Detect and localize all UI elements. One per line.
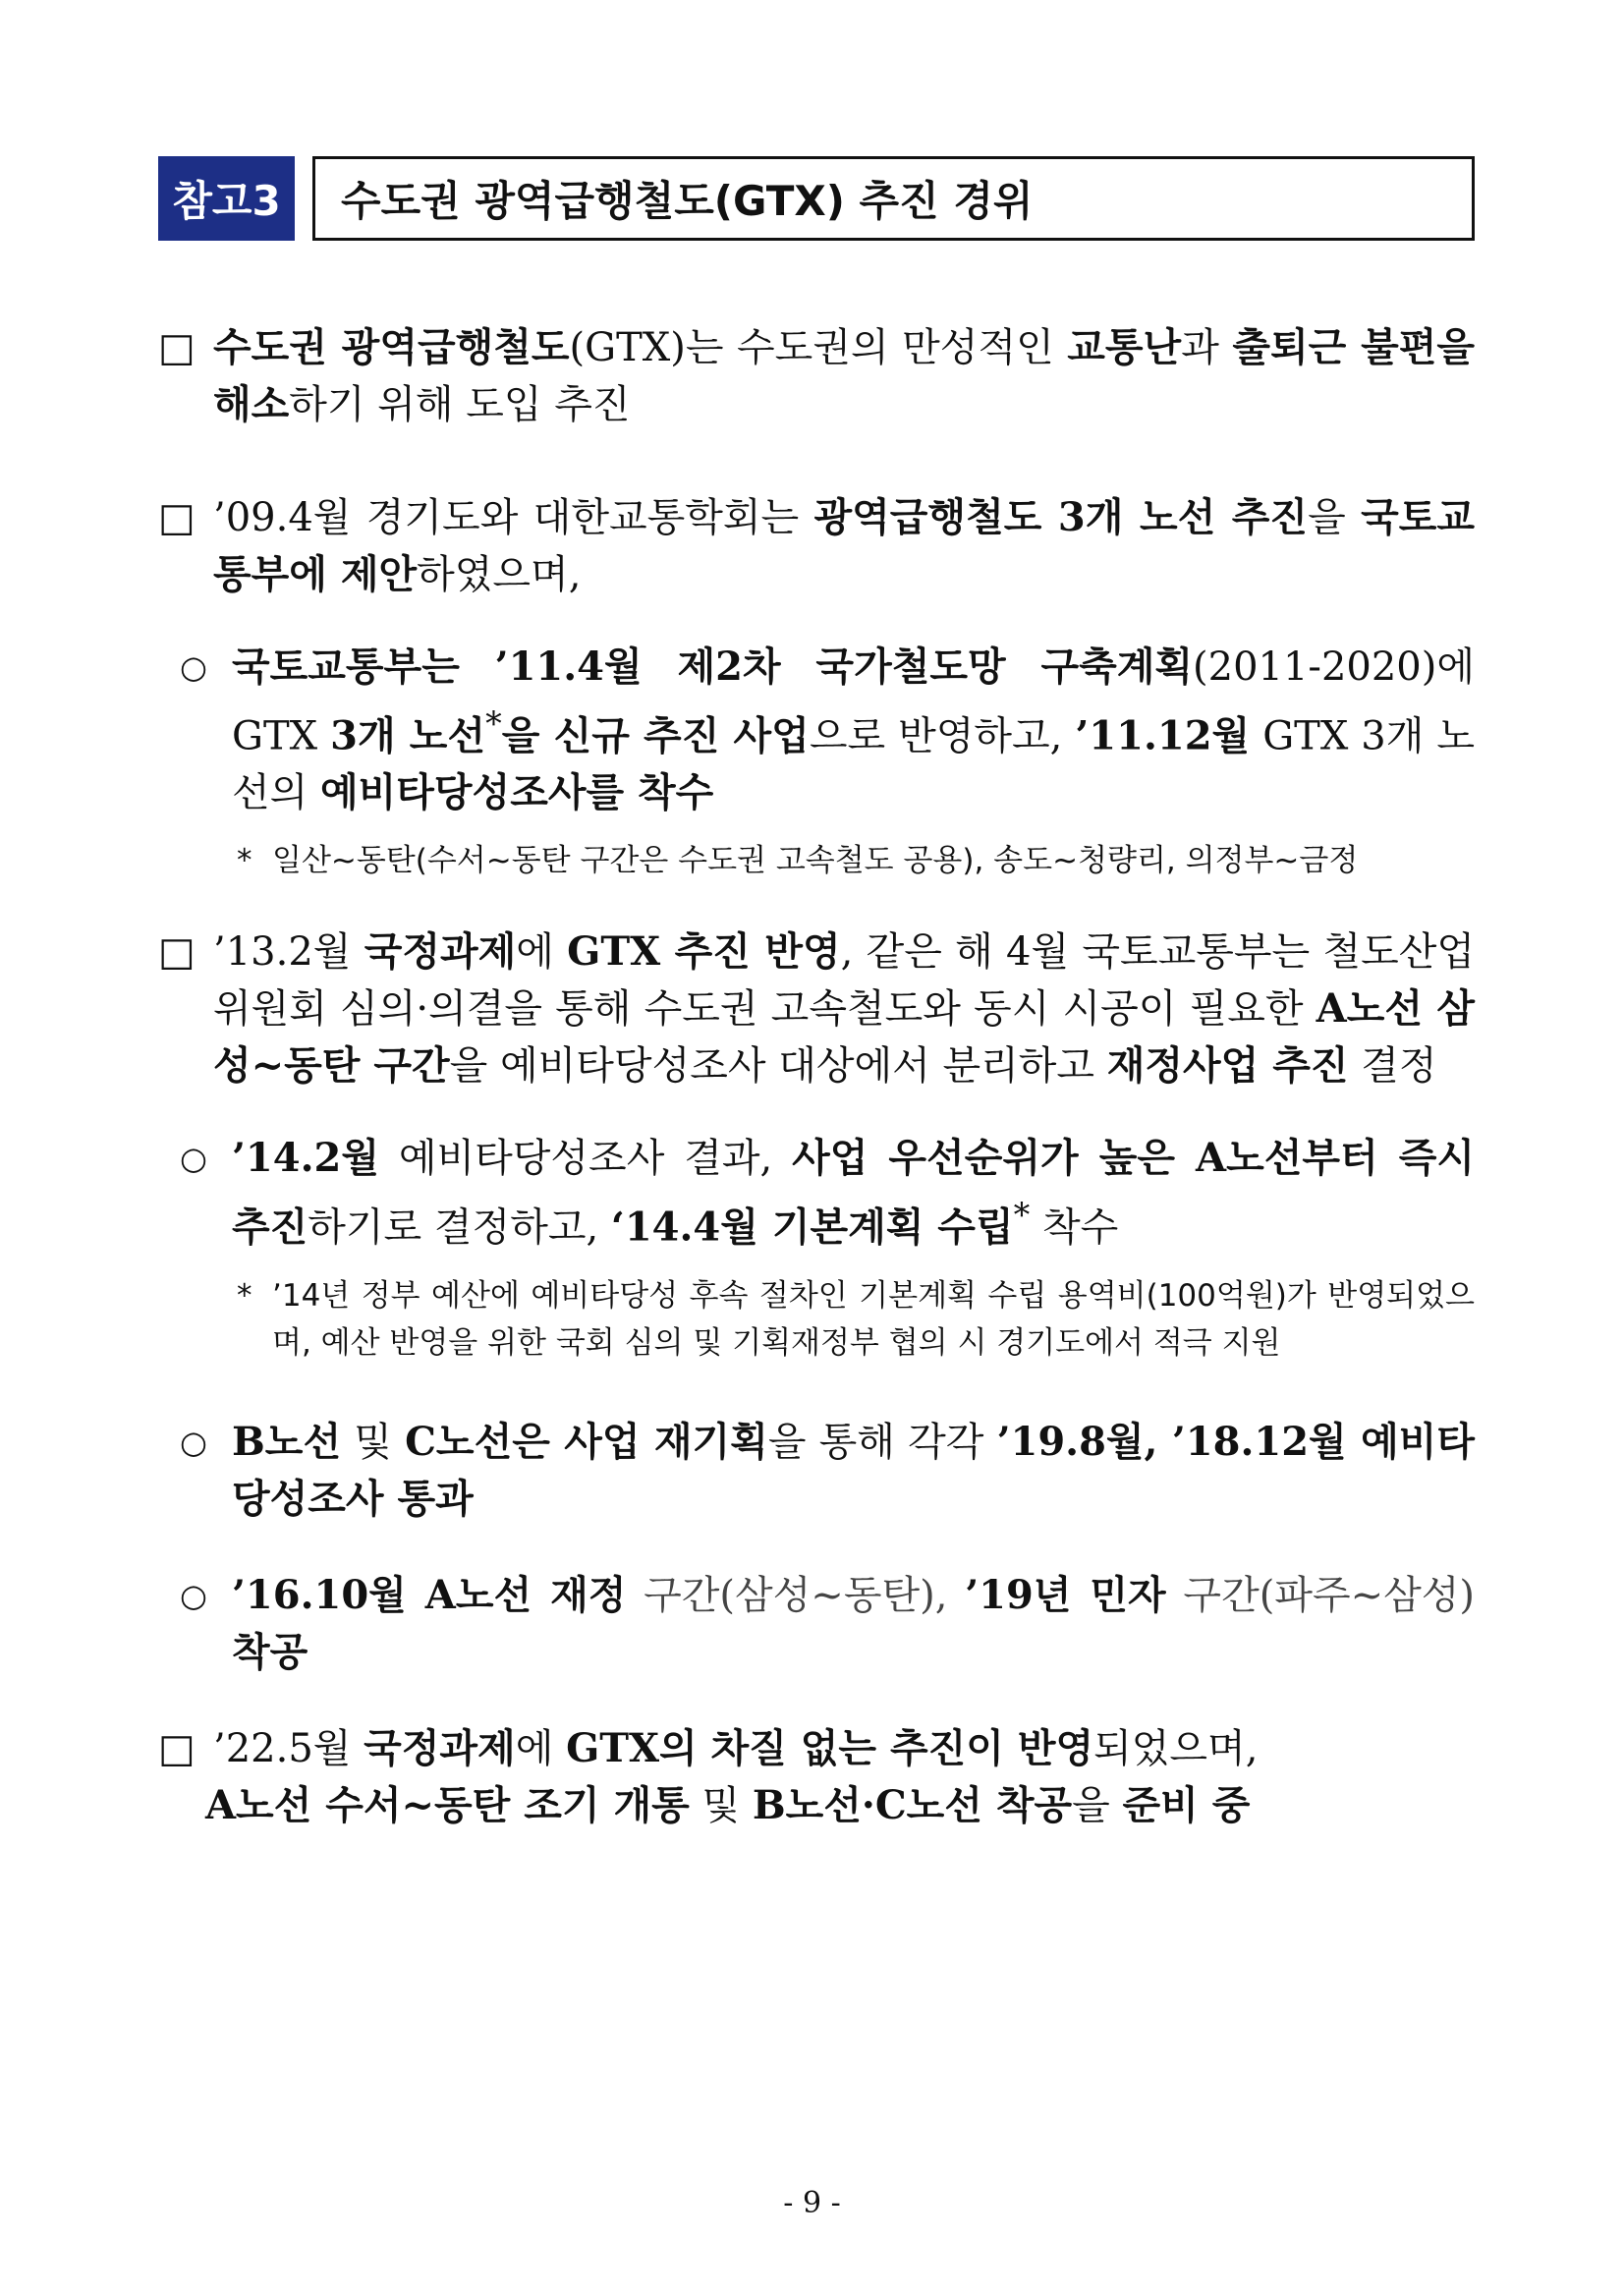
footnote-mark: * — [485, 704, 502, 743]
section-title: 수도권 광역급행철도(GTX) 추진 경위 — [312, 156, 1475, 241]
bullet-item-2009-proposal — [158, 489, 1475, 603]
square-bullet-icon: □ — [158, 929, 196, 976]
sub-item-text: ’14.2월 예비타당성조사 결과, 사업 우선순위가 높은 A노선부터 즉시 추진하기로 결정하고, ‘14.4월 기본계획 수립* 착수 — [232, 1135, 1475, 1251]
section-header — [158, 156, 1475, 241]
footnote-budget — [158, 1272, 1475, 1367]
circle-bullet-icon: ○ — [180, 648, 207, 686]
bullet-line: ’22.5월 국정과제에 GTX의 차질 없는 추진이 반영되었으며, — [213, 1724, 1259, 1771]
sub-item-text: ’16.10월 A노선 재정 구간(삼성~동탄), ’19년 민자 구간(파주~삼성) 착공 — [232, 1571, 1475, 1675]
document-body — [158, 319, 1475, 1834]
square-bullet-icon: □ — [158, 495, 196, 540]
footnote-mark: * — [1013, 1196, 1031, 1235]
bullet-text — [205, 1720, 1475, 1834]
asterisk-icon: * — [237, 843, 252, 879]
reference-badge: 참고3 — [158, 156, 295, 241]
square-bullet-icon: □ — [158, 1725, 196, 1771]
circle-bullet-icon: ○ — [180, 1423, 207, 1461]
sub-item-national-rail-plan — [158, 639, 1475, 821]
bullet-line: A노선 수서~동탄 조기 개통 및 B노선·C노선 착공을 준비 중 — [205, 1781, 1251, 1828]
page-number: - 9 - — [783, 2186, 841, 2220]
bullet-item-gtx-purpose — [158, 319, 1475, 433]
footnote-text: ’14년 정부 예산에 예비타당성 후속 절차인 기본계획 수립 용역비(100억원)가 반영되었으며, 예산 반영을 위한 국회 심의 및 기획재정부 협의 시 경기도에서 적극 지원 — [272, 1277, 1475, 1361]
sub-item-a-line-construction — [158, 1567, 1475, 1681]
bullet-item-2013-national-agenda — [158, 924, 1475, 1094]
circle-bullet-icon: ○ — [180, 1576, 207, 1614]
asterisk-icon: * — [237, 1277, 252, 1314]
circle-bullet-icon: ○ — [180, 1140, 207, 1178]
bullet-item-2022-national-agenda — [158, 1720, 1475, 1834]
footnote-three-routes — [158, 837, 1475, 884]
sub-item-b-c-lines — [158, 1414, 1475, 1528]
bullet-text: ’13.2월 국정과제에 GTX 추진 반영, 같은 해 4월 국토교통부는 철도산업위원회 심의·의결을 통해 수도권 고속철도와 동시 시공이 필요한 A노선 삼성~동탄 구간을 예비타당성조사 대상에서 분리하고 재정사업 추진 결정 — [213, 928, 1476, 1090]
sub-item-text: B노선 및 C노선은 사업 재기획을 통해 각각 ’19.8월, ’18.12월 예비타당성조사 통과 — [232, 1418, 1475, 1522]
bullet-text: 수도권 광역급행철도(GTX)는 수도권의 만성적인 교통난과 출퇴근 불편을 해소하기 위해 도입 추진 — [213, 324, 1476, 427]
sub-item-text: 국토교통부는 ’11.4월 제2차 국가철도망 구축계획(2011-2020)에 GTX 3개 노선*을 신규 추진 사업으로 반영하고, ’11.12월 GTX 3개 노선의 예비타당성조사를 착수 — [232, 644, 1476, 816]
square-bullet-icon: □ — [158, 325, 196, 370]
bullet-text: ’09.4월 경기도와 대한교통학회는 광역급행철도 3개 노선 추진을 국토교통부에 제안하였으며, — [213, 494, 1475, 597]
footnote-text: 일산~동탄(수서~동탄 구간은 수도권 고속철도 공용), 송도~청량리, 의정부~금정 — [272, 843, 1359, 879]
sub-item-2014-feasibility — [158, 1130, 1475, 1256]
